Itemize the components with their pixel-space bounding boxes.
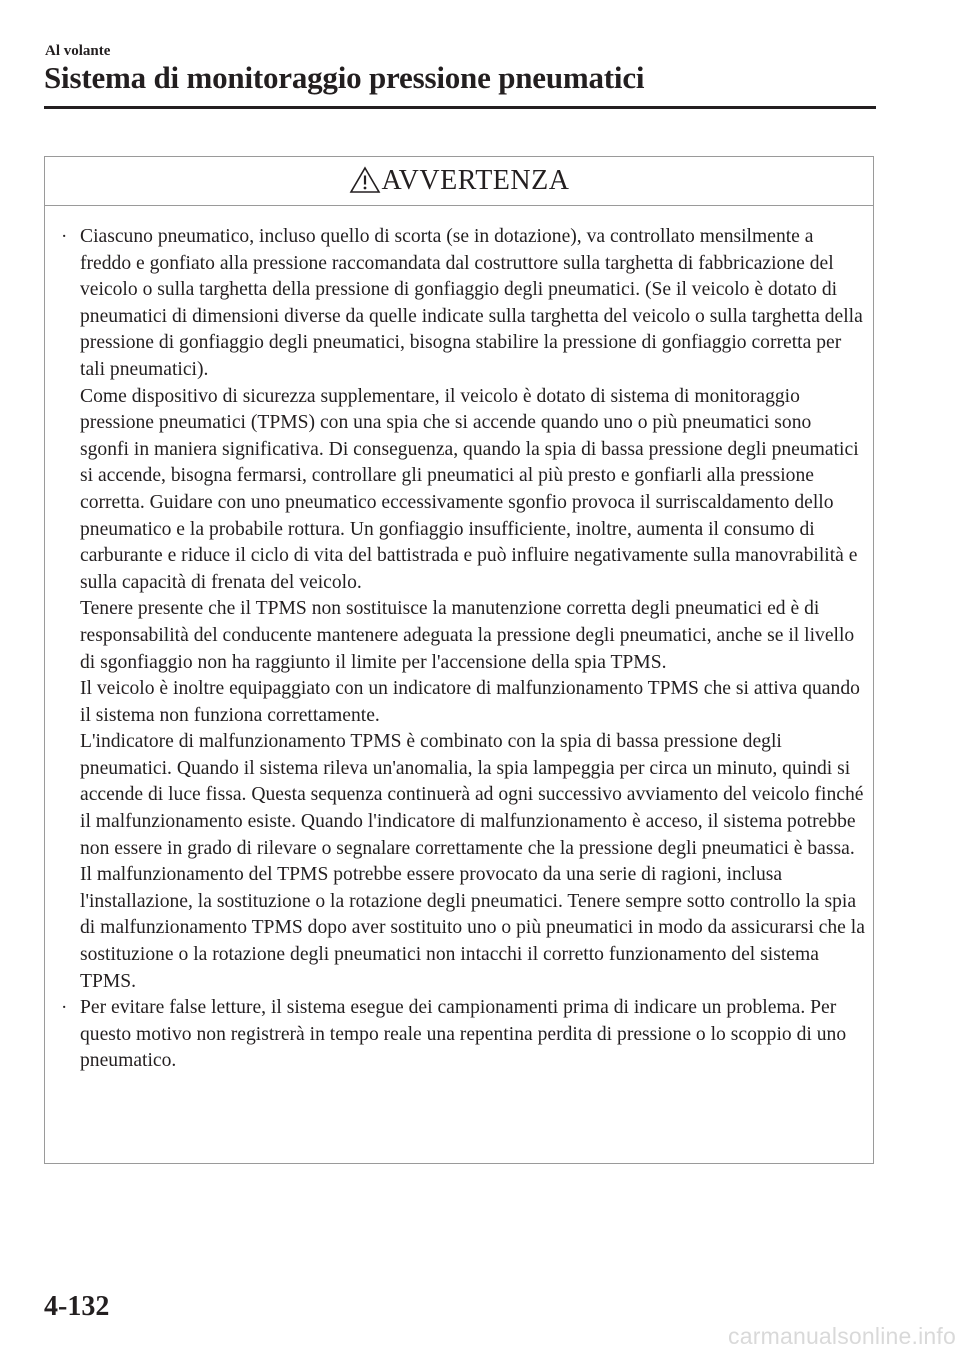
- bullet-text: [80, 224, 865, 995]
- warning-box: [44, 156, 874, 1164]
- section-label: Al volante: [45, 43, 111, 59]
- warning-header: [45, 157, 873, 206]
- watermark: carmanualsonline.info: [728, 1323, 956, 1349]
- paragraph: L'indicatore di malfunzionamento TPMS è combinato con la spia di bassa pressione degli pneumatici. Quando il sistema rileva un'anomalia, la spia lampeggia per circa un minuto, quindi si accende di luce fissa. Questa sequenza continuerà ad ogni successivo avviamento del veicolo finché il malfunzionamento esiste. Quando l'indicatore di malfunzionamento è acceso, il sistema potrebbe non essere in grado di rilevare o segnalare correttamente che la pressione degli pneumatici è bassa. Il malfunzionamento del TPMS potrebbe essere provocato da una serie di ragioni, inclusa l'installazione, la sostituzione o la rotazione degli pneumatici. Tenere sempre sotto controllo la spia di malfunzionamento TPMS dopo aver sostituito uno o più pneumatici in modo da assicurarsi che la sostituzione o la rotazione degli pneumatici non intacchi il corretto funzionamento del sistema TPMS.: [80, 731, 865, 992]
- warning-bullet: [61, 995, 865, 1075]
- paragraph: Il veicolo è inoltre equipaggiato con un indicatore di malfunzionamento TPMS che si attiva quando il sistema non funziona correttamente.: [80, 678, 860, 726]
- bullet-marker: ·: [61, 226, 68, 247]
- title-rule: [44, 106, 876, 109]
- paragraph: Per evitare false letture, il sistema esegue dei campionamenti prima di indicare un problema. Per questo motivo non registrerà in tempo reale una repentina perdita di pressione o lo scoppio di uno pneumatico.: [80, 997, 847, 1072]
- bullet-text: [80, 995, 865, 1075]
- warning-bullet: [61, 224, 865, 995]
- page-number: 4-132: [44, 1291, 110, 1322]
- warning-triangle-icon: [349, 166, 381, 194]
- warning-title: AVVERTENZA: [381, 165, 570, 196]
- paragraph: Come dispositivo di sicurezza supplementare, il veicolo è dotato di sistema di monitoraggio pressione pneumatici (TPMS) con una spia che si accende quando uno o più pneumatici sono sgonfi in maniera significativa. Di conseguenza, quando la spia di bassa pressione degli pneumatici si accende, bisogna fermarsi, controllare gli pneumatici al più presto e gonfiarli alla pressione corretta. Guidare con uno pneumatico eccessivamente sgonfio provoca il surriscaldamento dello pneumatico e la probabile rottura. Un gonfiaggio insufficiente, inoltre, aumenta il consumo di carburante e riduce il ciclo di vita del battistrada e può influire negativamente sulla manovrabilità e sulla capacità di frenata del veicolo.: [80, 385, 859, 593]
- warning-body: [45, 206, 873, 1075]
- page-title: Sistema di monitoraggio pressione pneumatici: [44, 60, 645, 95]
- paragraph: Tenere presente che il TPMS non sostituisce la manutenzione corretta degli pneumatici ed è di responsabilità del conducente mantenere adeguata la pressione degli pneumatici, anche se il livello di sgonfiaggio non ha raggiunto il limite per l'accensione della spia TPMS.: [80, 598, 855, 673]
- paragraph: Ciascuno pneumatico, incluso quello di scorta (se in dotazione), va controllato mensilmente a freddo e gonfiato alla pressione raccomandata dal costruttore sulla targhetta di fabbricazione del veicolo o sulla targhetta della pressione di gonfiaggio degli pneumatici. (Se il veicolo è dotato di pneumatici di dimensioni diverse da quelle indicate sulla targhetta del veicolo o sulla targhetta della pressione di gonfiaggio degli pneumatici, bisogna stabilire la pressione di gonfiaggio corretta per tali pneumatici).: [80, 226, 863, 380]
- bullet-marker: ·: [61, 997, 68, 1019]
